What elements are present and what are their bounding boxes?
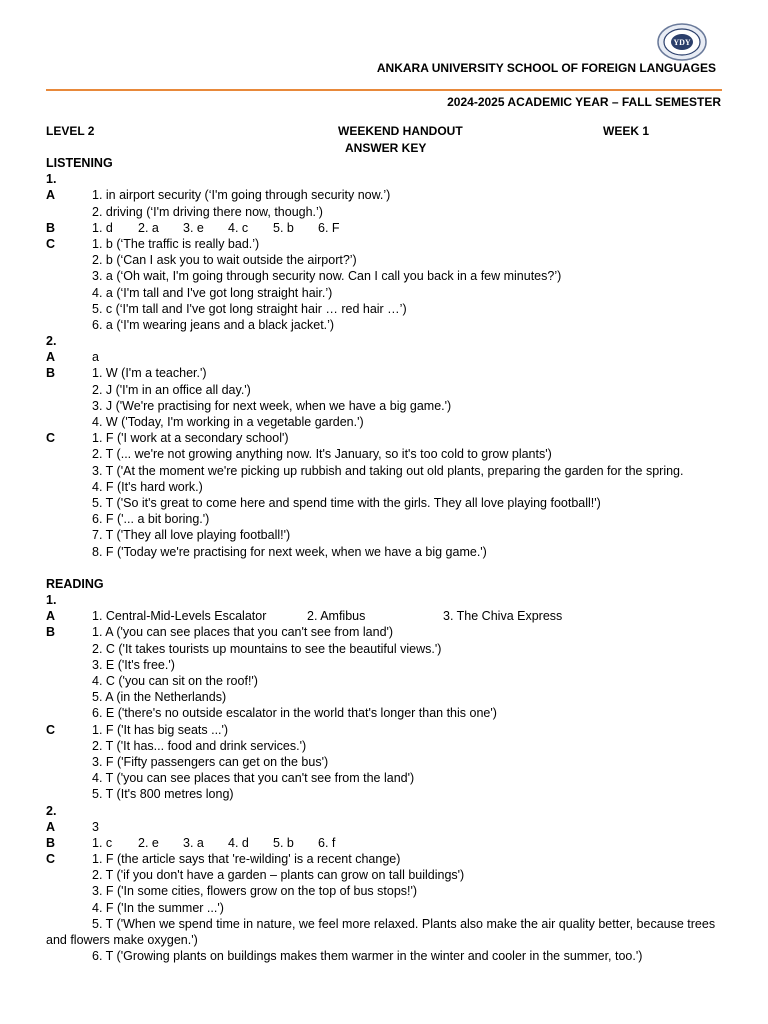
answer-line (46, 835, 726, 851)
answer-line (46, 673, 726, 689)
answer-text: 2. J ('I'm in an office all day.') (92, 382, 251, 397)
answer-text: 7. T ('They all love playing football!') (92, 528, 291, 543)
answer-text: 5. T (It's 800 metres long) (92, 787, 234, 802)
answer-item: 6. f (318, 835, 336, 850)
answer-text: 4. F ('In the summer ...') (92, 900, 224, 915)
answer-item: 1. d (92, 220, 113, 235)
answer-line (46, 786, 726, 802)
part-label: C (46, 236, 56, 251)
answer-line (46, 705, 726, 721)
section-spacer (46, 560, 726, 576)
part-label: B (46, 625, 56, 640)
answer-line (46, 349, 726, 365)
answer-line (46, 430, 726, 446)
answer-key-body (46, 155, 726, 964)
part-label: B (46, 366, 56, 381)
answer-text: 1. F ('I work at a secondary school') (92, 431, 289, 446)
answer-text: 2. T (... we're not growing anything now. It's January, so it's too cold to grow plants') (92, 447, 552, 462)
answer-text: 6. E ('there's no outside escalator in the world that's longer than this one') (92, 706, 497, 721)
answer-text: 6. T ('Growing plants on buildings makes them warmer in the winter and cooler in the summer, too.') (92, 949, 643, 964)
answer-line (46, 285, 726, 301)
answer-text: 8. F ('Today we're practising for next week, when we have a big game.') (92, 544, 487, 559)
answer-line (46, 511, 726, 527)
answer-text-wrapped: 5. T ('When we spend time in nature, we feel more relaxed. Plants also make the air quality better, because trees and flowers make oxygen.') (46, 916, 716, 948)
answer-text: 1. b (‘The traffic is really bad.’) (92, 236, 260, 251)
answer-line (46, 754, 726, 770)
answer-line (46, 544, 726, 560)
answer-line (46, 446, 726, 462)
answer-line (46, 268, 726, 284)
answer-text: 4. a (‘I'm tall and I've got long straight hair.’) (92, 285, 333, 300)
answer-line (46, 883, 726, 899)
answer-item: 5. b (273, 220, 294, 235)
answer-text: 3. J ('We're practising for next week, when we have a big game.') (92, 398, 452, 413)
answer-text: 1. in airport security (‘I'm going through security now.’) (92, 188, 391, 203)
answer-item: 4. c (228, 220, 249, 235)
answer-line (46, 301, 726, 317)
answer-line (46, 495, 726, 511)
part-label: A (46, 350, 56, 365)
answer-text: 5. A (in the Netherlands) (92, 690, 227, 705)
answer-text: 3. E ('It's free.') (92, 657, 175, 672)
answer-line (46, 948, 726, 964)
section-title-listening: LISTENING (46, 156, 113, 170)
answer-line (46, 689, 726, 705)
answer-text: 6. F ('... a bit boring.') (92, 512, 210, 527)
answer-item: 2. e (138, 835, 159, 850)
answer-text: 2. b (‘Can I ask you to wait outside the airport?’) (92, 253, 357, 268)
answer-line (46, 252, 726, 268)
answer-text: 4. T ('you can see places that you can't see from the land') (92, 771, 415, 786)
part-label: B (46, 220, 56, 235)
answer-line (46, 236, 726, 252)
part-label: A (46, 188, 56, 203)
exercise-number: 1. (46, 172, 57, 187)
answer-text: 3. F ('In some cities, flowers grow on the top of bus stops!') (92, 884, 418, 899)
answer-text: 2. driving (‘I'm driving there now, though.’) (92, 204, 323, 219)
answer-sequence (92, 835, 335, 851)
answer-text: 1. W (I'm a teacher.') (92, 366, 207, 381)
answer-item: 4. d (228, 835, 249, 850)
answer-line (46, 770, 726, 786)
answer-item: 3. e (183, 220, 204, 235)
answer-item: 1. Central-Mid-Levels Escalator (92, 609, 267, 624)
answer-line (46, 187, 726, 203)
answer-item: 2. a (138, 220, 159, 235)
answer-line (46, 641, 726, 657)
answer-item: 2. Amfibus (307, 609, 366, 624)
answer-text: 1. A ('you can see places that you can't see from land') (92, 625, 394, 640)
answer-line (46, 398, 726, 414)
academic-year: 2024-2025 ACADEMIC YEAR – FALL SEMESTER (447, 95, 721, 109)
part-label: B (46, 835, 56, 850)
exercise-number: 1. (46, 593, 57, 608)
exercise-number: 2. (46, 334, 57, 349)
answer-text: 1. F (the article says that 're-wilding' is a recent change) (92, 852, 401, 867)
answer-item: 3. The Chiva Express (443, 609, 563, 624)
answer-text: 3. T ('At the moment we're picking up rubbish and taking out old plants, preparing the garden for the spring. (92, 463, 684, 478)
answer-sequence (92, 608, 562, 624)
answer-line (46, 365, 726, 381)
answer-line (46, 382, 726, 398)
answer-text: 3. F ('Fifty passengers can get on the bus') (92, 754, 329, 769)
university-logo-icon (656, 22, 708, 62)
school-name: ANKARA UNIVERSITY SCHOOL OF FOREIGN LANGUAGES (376, 61, 716, 75)
part-label: C (46, 852, 56, 867)
answer-item: 6. F (318, 220, 340, 235)
answer-text: 2. C ('It takes tourists up mountains to see the beautiful views.') (92, 641, 442, 656)
answer-text: 2. T ('It has... food and drink services.') (92, 738, 307, 753)
section-title-reading: READING (46, 576, 104, 591)
answer-item: 1. c (92, 835, 113, 850)
answer-line (46, 527, 726, 543)
answer-text: 5. T ('So it's great to come here and spend time with the girls. They all love playing football!') (92, 495, 601, 510)
answer-line (46, 479, 726, 495)
level-label: LEVEL 2 (46, 124, 95, 138)
answer-text: 4. F (It's hard work.) (92, 479, 203, 494)
week-label: WEEK 1 (603, 124, 650, 138)
handout-title: WEEKEND HANDOUT (338, 124, 463, 138)
answer-text: 2. T ('if you don't have a garden – plants can grow on tall buildings') (92, 868, 465, 883)
answer-line (46, 738, 726, 754)
answer-text: 4. C ('you can sit on the roof!') (92, 674, 258, 688)
answer-line (46, 608, 726, 624)
exercise-number: 2. (46, 803, 57, 818)
answer-item: 3. a (183, 835, 204, 850)
answer-line (46, 463, 726, 479)
answer-text: 3. a (‘Oh wait, I'm going through security now. Can I call you back in a few minutes?’) (92, 269, 562, 284)
answer-line (46, 204, 726, 220)
answer-line (46, 851, 726, 867)
answer-text: 6. a (‘I'm wearing jeans and a black jacket.’) (92, 317, 335, 332)
part-label: C (46, 431, 56, 446)
answer-line (46, 317, 726, 333)
answer-text: a (92, 350, 99, 365)
part-label: C (46, 722, 56, 737)
part-label: A (46, 819, 56, 834)
part-label: A (46, 609, 56, 624)
answer-line (46, 624, 726, 640)
answer-key-title: ANSWER KEY (345, 141, 427, 155)
answer-text: 1. F ('It has big seats ...') (92, 722, 229, 737)
answer-line (46, 414, 726, 430)
answer-text: 3 (92, 819, 99, 834)
answer-line (46, 722, 726, 738)
answer-line (46, 819, 726, 835)
answer-line (46, 657, 726, 673)
answer-text: 5. c (‘I'm tall and I've got long straight hair … red hair …’) (92, 301, 407, 316)
answer-item: 5. b (273, 835, 294, 850)
answer-line (46, 220, 726, 236)
svg-text:YDY: YDY (673, 38, 691, 47)
answer-line (46, 867, 726, 883)
header-divider (46, 89, 722, 91)
answer-sequence (92, 220, 340, 236)
answer-text: 4. W ('Today, I'm working in a vegetable garden.') (92, 415, 364, 429)
answer-line (46, 900, 726, 916)
